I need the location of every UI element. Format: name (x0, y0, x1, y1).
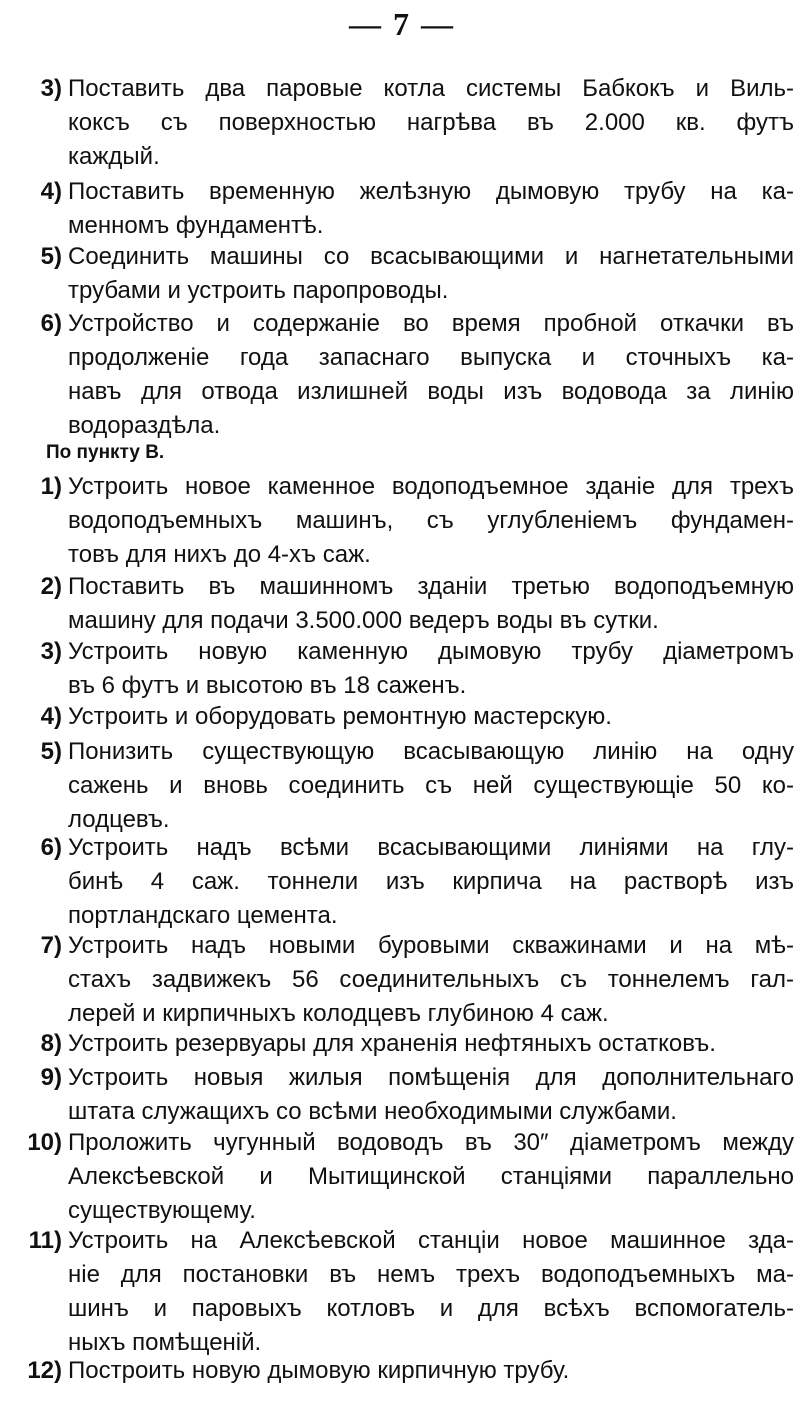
item-line: Устроить на Алексѣевской станціи новое машинное зда- (68, 1227, 794, 1254)
item-line: Устроить новое каменное водоподъемное зданіе для трехъ (68, 473, 794, 500)
item-line: водоподъемныхъ машинъ, съ углубленіемъ фундамен- (68, 507, 794, 534)
item-line: Устроить и оборудовать ремонтную мастерскую. (68, 703, 612, 730)
item-number: 4) (40, 178, 62, 205)
section-heading: По пункту В. (46, 442, 165, 463)
item-line: Устроить новую каменную дымовую трубу діаметромъ (68, 638, 794, 665)
item-number: 12) (27, 1357, 62, 1384)
item-number: 3) (40, 638, 62, 665)
item-line: Устроить новыя жилыя помѣщенія для дополнительнаго (68, 1064, 794, 1091)
item-line: менномъ фундаментѣ. (68, 212, 324, 239)
item-number: 9) (40, 1064, 62, 1091)
item-line: продолженіе года запаснаго выпуска и сточныхъ ка- (68, 344, 794, 371)
item-number: 10) (27, 1129, 62, 1156)
item-number: 11) (28, 1227, 62, 1254)
page-number: — 7 — (349, 6, 455, 42)
item-line: Поставить временную желѣзную дымовую трубу на ка- (68, 178, 794, 205)
item-number: 2) (40, 573, 62, 600)
item-line: штата служащихъ со всѣми необходимыми службами. (68, 1098, 677, 1125)
item-line: Построить новую дымовую кирпичную трубу. (68, 1357, 570, 1384)
item-number: 7) (40, 932, 62, 959)
item-line: Устроить надъ новыми буровыми скважинами и на мѣ- (68, 932, 794, 959)
item-line: Алексѣевской и Мытищинской станціями параллельно (68, 1163, 794, 1190)
item-number: 1) (40, 473, 62, 500)
item-number: 3) (40, 75, 62, 102)
item-line: Устроить надъ всѣми всасывающими линіями на глу- (68, 834, 794, 861)
item-number: 6) (40, 834, 62, 861)
item-line: Устройство и содержаніе во время пробной откачки въ (68, 310, 794, 337)
item-line: Соединить машины со всасывающими и нагнетательными (68, 243, 794, 270)
item-line: лерей и кирпичныхъ колодцевъ глубиною 4 саж. (68, 1000, 609, 1027)
item-number: 4) (40, 703, 62, 730)
item-line: водораздѣла. (68, 412, 221, 439)
item-line: навъ для отвода излишней воды изъ водовода за линію (68, 378, 794, 405)
item-line: портландскаго цемента. (68, 902, 338, 929)
item-line: Поставить въ машинномъ зданіи третью водоподъемную (68, 573, 794, 600)
item-number: 5) (40, 243, 62, 270)
item-line: ныхъ помѣщеній. (68, 1329, 262, 1356)
item-line: существующему. (68, 1197, 256, 1224)
item-number: 8) (40, 1030, 62, 1057)
item-line: товъ для нихъ до 4-хъ саж. (68, 541, 371, 568)
item-line: каждый. (68, 143, 160, 170)
item-line: машину для подачи 3.500.000 ведеръ воды въ сутки. (68, 607, 659, 634)
item-line: лодцевъ. (68, 806, 170, 833)
item-line: ніе для постановки въ немъ трехъ водоподъемныхъ ма- (68, 1261, 794, 1288)
item-line: бинѣ 4 саж. тоннели изъ кирпича на растворѣ изъ (68, 868, 794, 895)
item-line: трубами и устроить паропроводы. (68, 277, 449, 304)
item-number: 6) (40, 310, 62, 337)
item-line: Устроить резервуары для храненія нефтяныхъ остатковъ. (68, 1030, 716, 1057)
item-number: 5) (40, 738, 62, 765)
item-line: въ 6 футъ и высотою въ 18 саженъ. (68, 672, 467, 699)
item-line: Проложить чугунный водоводъ въ 30″ діаметромъ между (68, 1129, 794, 1156)
item-line: сажень и вновь соединить съ ней существующіе 50 ко- (68, 772, 794, 799)
item-line: Понизить существующую всасывающую линію на одну (68, 738, 794, 765)
item-line: Поставить два паровые котла системы Бабкокъ и Виль- (68, 75, 794, 102)
item-line: коксъ съ поверхностью нагрѣва въ 2.000 кв. футъ (68, 109, 794, 136)
item-line: стахъ задвижекъ 56 соединительныхъ съ тоннелемъ гал- (68, 966, 794, 993)
item-line: шинъ и паровыхъ котловъ и для всѣхъ вспомогатель- (68, 1295, 794, 1322)
